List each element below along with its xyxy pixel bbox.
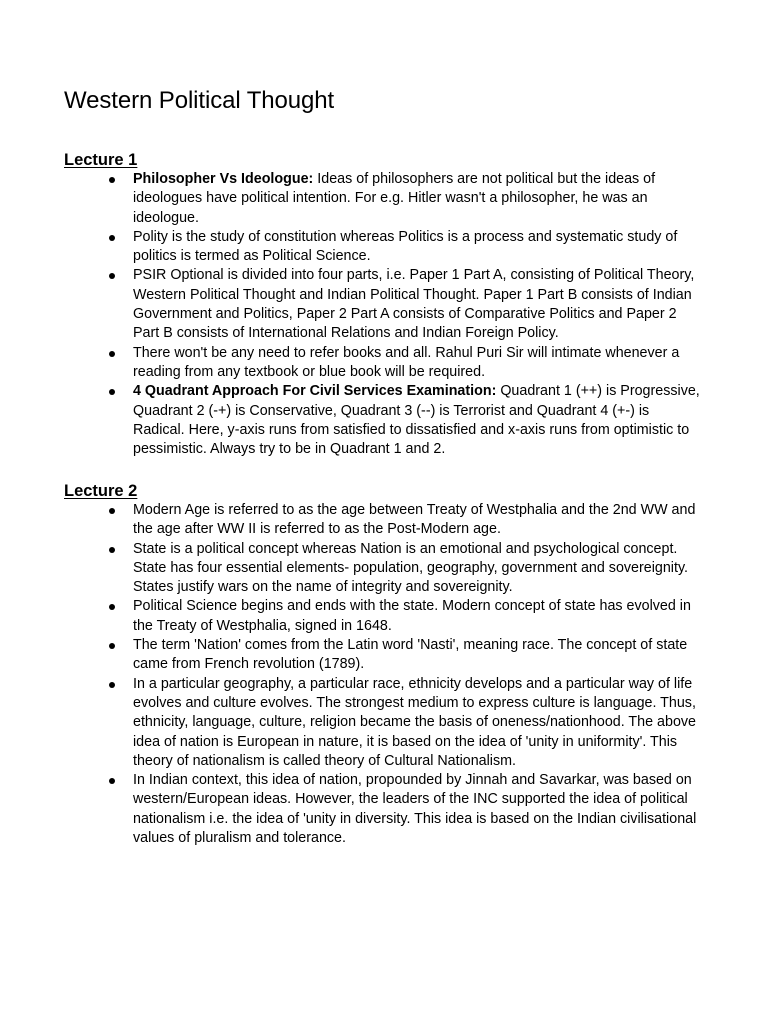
item-text: PSIR Optional is divided into four parts, i.e. Paper 1 Part A, consisting of Political Theory, Western Political Thought and Indian Political Thought. Paper 1 Part B consists of Indian Government and Politics, Paper 2 Part A consists of Comparative Politics and Paper 2 Part B consists of International Relations and Indian Foreign Policy.	[133, 267, 695, 342]
item-text: Modern Age is referred to as the age between Treaty of Westphalia and the 2nd WW and the age after WW II is referred to as the Post-Modern age.	[133, 502, 696, 538]
lecture-heading: Lecture 1	[64, 151, 138, 169]
bullet-list	[64, 170, 704, 459]
list-item	[64, 540, 704, 598]
item-text: There won't be any need to refer books and all. Rahul Puri Sir will intimate whenever a reading from any textbook or blue book will be required.	[133, 344, 680, 380]
list-item	[64, 344, 704, 383]
list-item	[64, 170, 704, 228]
document-title: Western Political Thought	[64, 87, 335, 114]
bullet-list	[64, 501, 704, 848]
list-item	[64, 266, 704, 343]
bullet-icon	[109, 235, 115, 241]
bullet-icon	[109, 682, 115, 688]
bold-lead-text: Philosopher Vs Ideologue:	[133, 171, 314, 187]
bullet-icon	[109, 643, 115, 649]
list-item	[64, 501, 704, 540]
bullet-icon	[109, 547, 115, 553]
item-text: Ideas of philosophers are not political but the ideas of ideologues have political intention. For e.g. Hitler wasn't a philosopher, he was an ideologue.	[133, 171, 656, 226]
item-text: Quadrant 1 (++) is Progressive, Quadrant 2 (-+) is Conservative, Quadrant 3 (--) is Terrorist and Quadrant 4 (+-) is Radical. Here, y-axis runs from satisfied to dissatisfied and x-axis runs from optimistic to pessimistic. Always try to be in Quadrant 1 and 2.	[133, 383, 700, 458]
bullet-icon	[109, 389, 115, 395]
list-item	[64, 771, 704, 848]
item-text: In Indian context, this idea of nation, propounded by Jinnah and Savarkar, was based on western/European ideas. However, the leaders of the INC supported the idea of political nationalism i.e. the idea of 'unity in diversity. This idea is based on the Indian civilisational values of pluralism and tolerance.	[133, 772, 697, 847]
bold-lead-text: 4 Quadrant Approach For Civil Services Examination:	[133, 383, 497, 400]
item-text: Political Science begins and ends with the state. Modern concept of state has evolved in the Treaty of Westphalia, signed in 1648.	[133, 598, 691, 634]
lecture-section	[64, 151, 704, 459]
list-item	[64, 382, 704, 459]
item-text: The term 'Nation' comes from the Latin word 'Nasti', meaning race. The concept of state came from French revolution (1789).	[133, 637, 688, 673]
bullet-icon	[109, 508, 115, 514]
item-text: State is a political concept whereas Nation is an emotional and psychological concept. State has four essential elements- population, geography, government and sovereignity. States justify wars on the name of integrity and sovereignity.	[133, 540, 689, 596]
list-item	[64, 636, 704, 675]
bullet-icon	[109, 778, 115, 784]
lecture-heading: Lecture 2	[64, 482, 138, 500]
list-item	[64, 675, 704, 771]
lecture-section	[64, 482, 704, 848]
item-text: Polity is the study of constitution whereas Politics is a process and systematic study of politics is termed as Political Science.	[133, 228, 678, 265]
bullet-icon	[109, 177, 115, 183]
item-text: In a particular geography, a particular race, ethnicity develops and a particular way of life evolves and culture evolves. The strongest medium to express culture is language. Thus, ethnicity, language, culture, religion became the basis of oneness/nationhood. The above idea of nation is European in nature, it is based on the idea of 'unity in uniformity'. This theory of nationalism is called theory of Cultural Nationalism.	[133, 675, 696, 769]
list-item	[64, 597, 704, 636]
bullet-icon	[109, 273, 115, 279]
bullet-icon	[109, 351, 115, 357]
list-item	[64, 228, 704, 267]
bullet-icon	[109, 604, 115, 610]
